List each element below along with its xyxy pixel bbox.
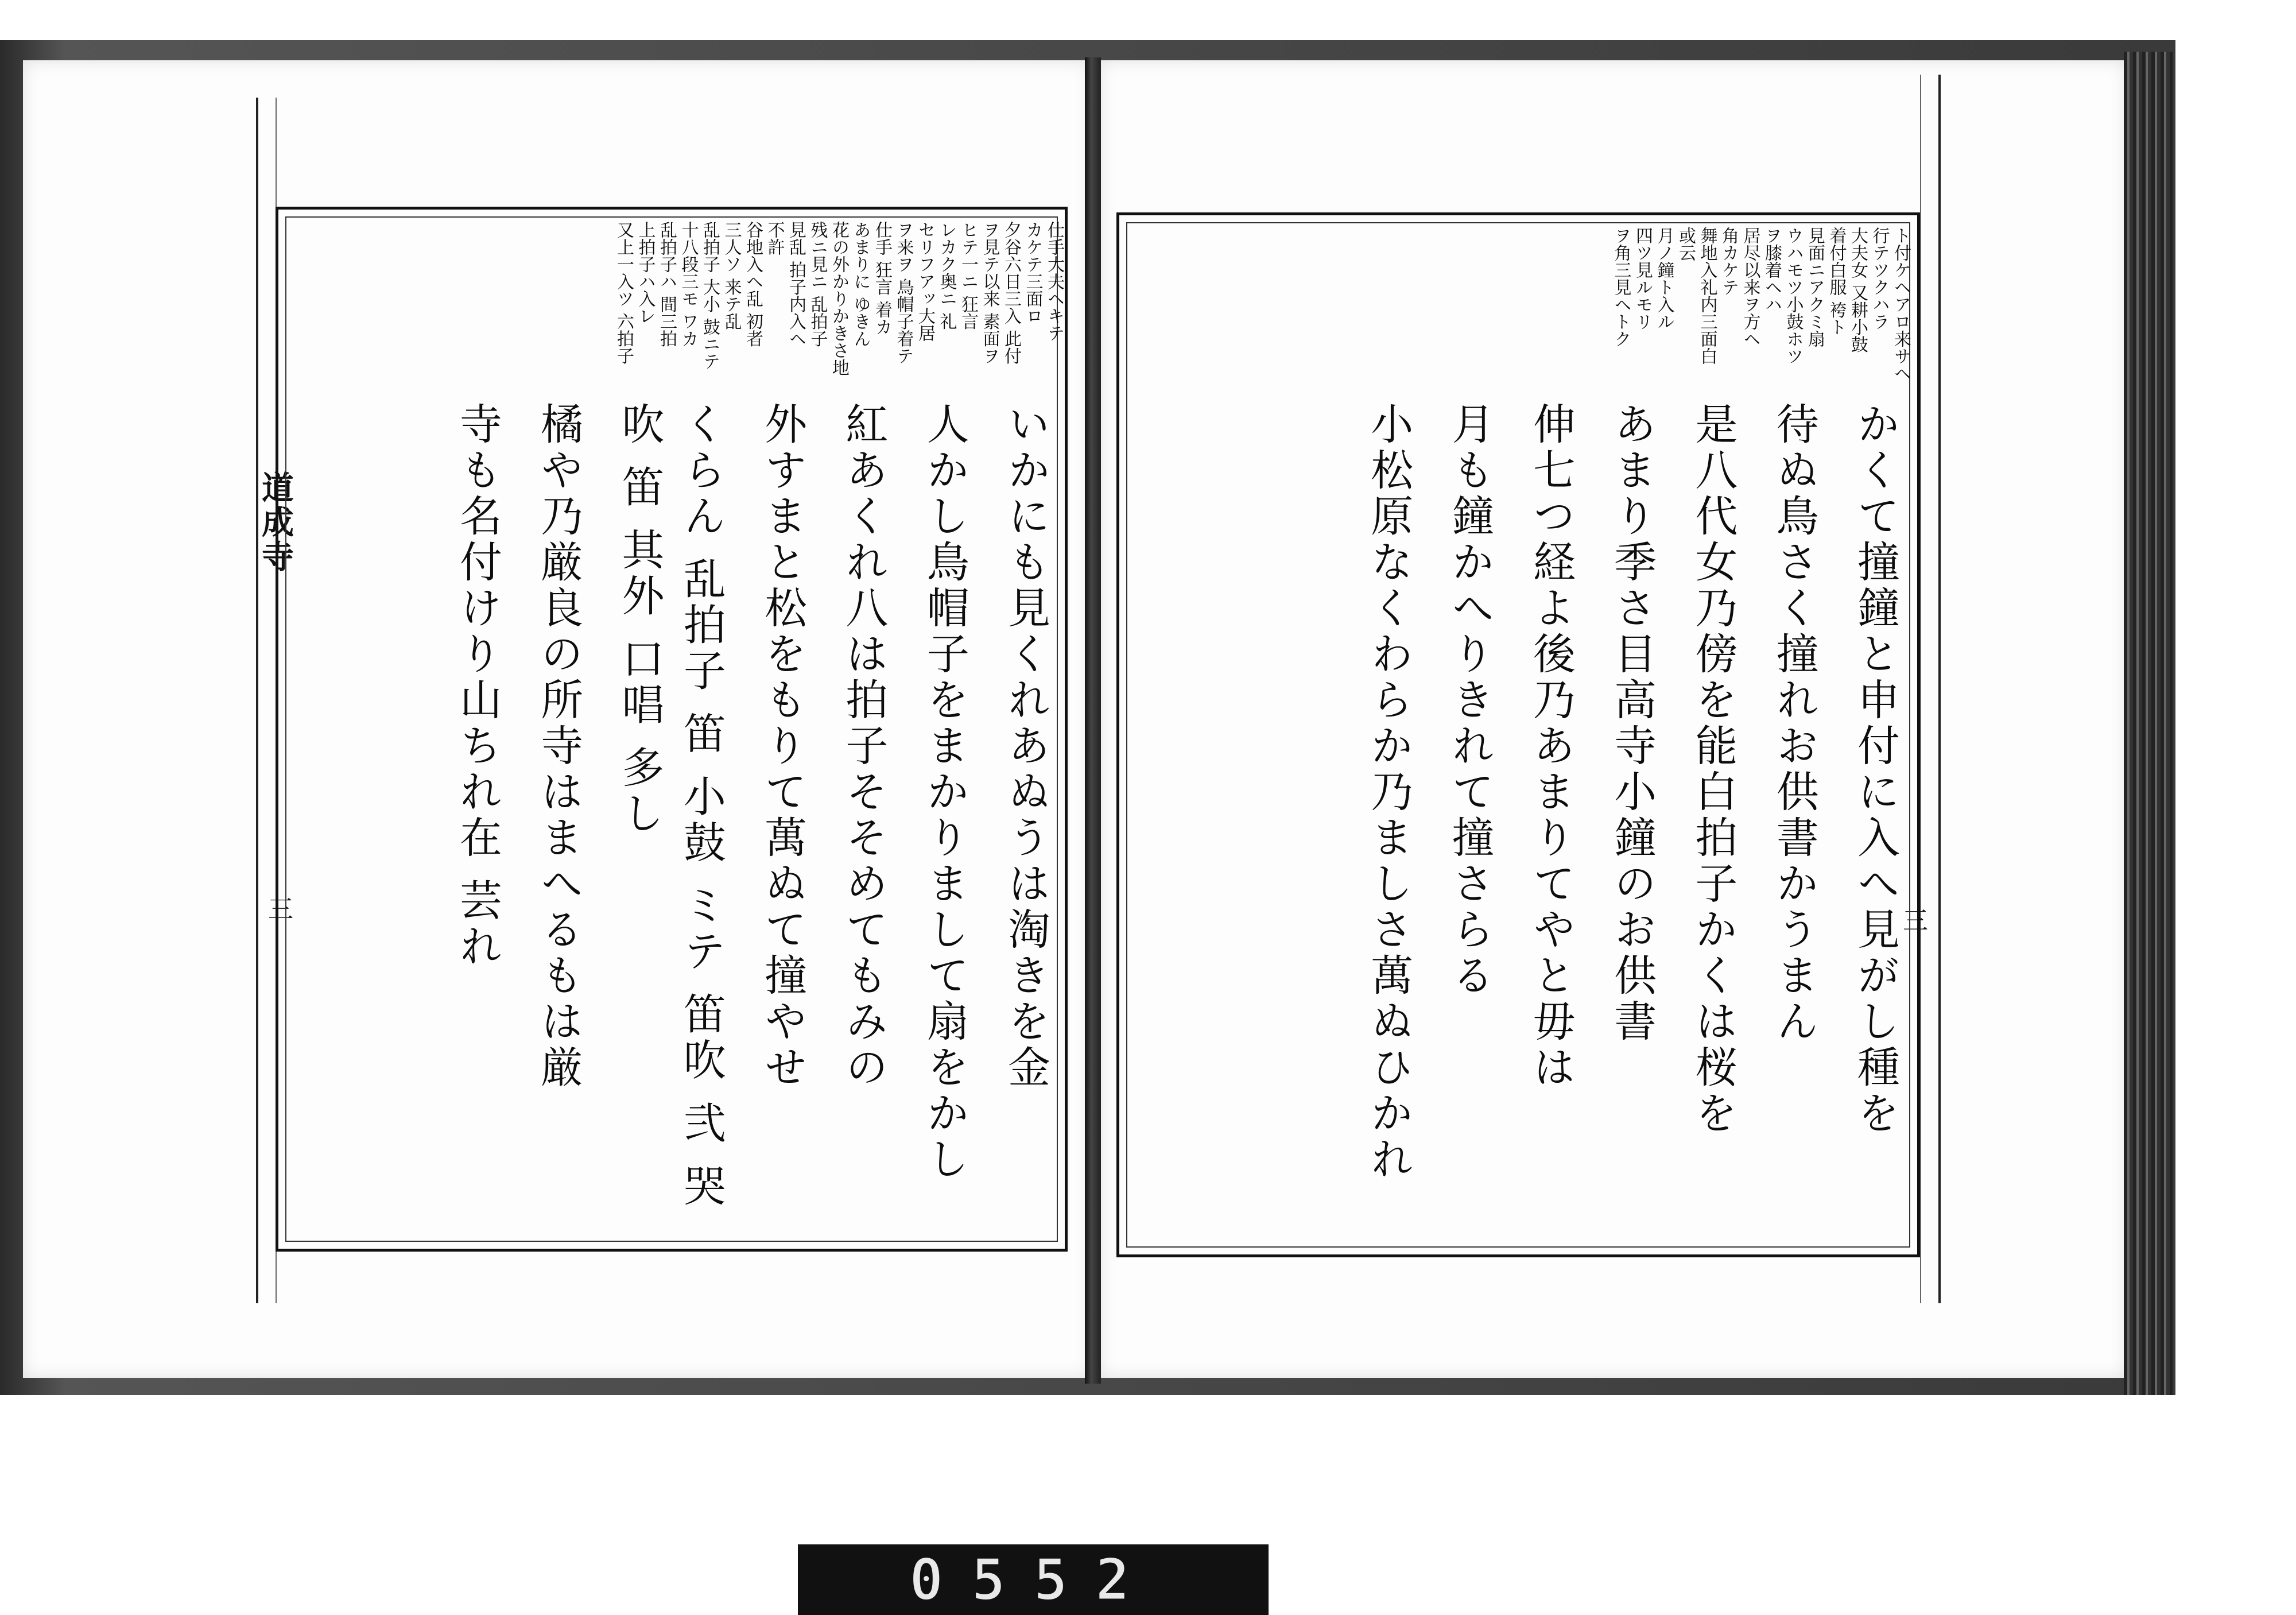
note-line: 十八段三モ ワカ <box>678 221 699 347</box>
left-page-tab <box>256 98 277 1303</box>
note-line: 残ニ見ニ 乱拍子 <box>807 221 828 347</box>
chant-line: 紅あくれ八は拍子そそめてもみの <box>839 402 889 1091</box>
note-line: 着付白服 袴ト <box>1826 227 1847 336</box>
chant-line: 是八代女乃傍を能白拍子かくは桜を <box>1688 402 1738 1137</box>
note-line: 居尽以来ヲ方ヘ <box>1740 227 1760 347</box>
note-line: 大夫女 又耕小鼓 <box>1848 227 1868 353</box>
note-line: 見乱 拍子内入ヘ <box>786 221 806 347</box>
note-line: 行テツクハラ <box>1869 227 1890 330</box>
note-line: 三人ソ 来テ乱 <box>721 221 742 330</box>
chant-line: 待ぬ鳥さく撞れお供書かうまん <box>1769 402 1819 1045</box>
chant-line: 小松原なくわらか乃ましさ萬ぬひかれ <box>1364 402 1414 1183</box>
note-line: ウハモツ小鼓ホツ <box>1783 227 1804 365</box>
book-gutter <box>1085 57 1101 1384</box>
page-edges <box>2124 52 2173 1395</box>
note-line: カケテ三面ロ <box>1022 221 1043 324</box>
note-line: 舞地入礼内三面白 <box>1697 227 1717 365</box>
chant-line: 寺も名付けり山ちれ在 芸れ <box>452 402 502 970</box>
note-line: レカク奥ニ 礼 <box>936 221 957 330</box>
chant-line: あまり季さ目高寺小鐘のお供書 <box>1607 402 1657 1045</box>
note-line: 谷地入ヘ乱 初者 <box>743 221 763 347</box>
archive-number: 0552 <box>909 1546 1158 1613</box>
folio-left: 三 <box>263 896 293 921</box>
note-line: あまりに ゆきん <box>850 221 871 347</box>
note-line: ヲ角三見ヘトク <box>1611 227 1631 347</box>
note-line: 月ノ鐘ト入ル <box>1654 227 1674 330</box>
note-line: 又上一入ツ 六拍子 <box>614 221 634 365</box>
chant-line: いかにも見くれあぬうは淘きを金 <box>1001 402 1050 1091</box>
folio-right: 三 <box>1898 907 1927 932</box>
note-line: ヲ見テ以来 素面ヲ <box>979 221 1000 365</box>
note-line: 乱拍子ハ 間三拍 <box>657 221 677 347</box>
note-line: 花の外かりかきさ地 <box>829 221 849 376</box>
note-line: 角カケテ <box>1719 227 1739 296</box>
note-line: 見面ニアクミ扇 <box>1805 227 1825 347</box>
note-line: 四ツ見ルモリ <box>1632 227 1653 330</box>
note-line: セリフアッ大居 <box>915 221 935 342</box>
chant-line: 橘や乃厳良の所寺はまへるもは厳 <box>534 402 584 1091</box>
note-line: ヲ来ヲ 鳥帽子着テ <box>893 221 914 365</box>
right-page-tab <box>1920 75 1941 1303</box>
running-title-left: 道成寺 <box>257 471 294 574</box>
chant-line: 外すまと松をもりて萬ぬて撞やせ <box>758 402 808 1091</box>
note-line: ト付ケヘアロ来サヘ <box>1891 227 1911 382</box>
archive-number-stamp <box>798 1544 1269 1615</box>
note-line: 或云 <box>1676 227 1696 261</box>
chant-line: 伸七つ経よ後乃あまりてやと毋は <box>1526 402 1576 1091</box>
note-line: ヒテ一ニ 狂言 <box>958 221 978 330</box>
chant-line: 月も鐘かへりきれて撞さらる <box>1445 402 1495 999</box>
note-line: 乱拍子 大小 鼓ニテ <box>700 221 720 370</box>
right-page-chant <box>1142 402 1906 1246</box>
chant-line: くらん 乱拍子 笛 小鼓 ミテ 笛吹 弐 哭吹 笛 其外 口唱 多し <box>615 402 726 1210</box>
note-line: 仕手大夫ヘキテ <box>1044 221 1064 342</box>
note-line: 上拍子ハ入レ <box>635 221 656 324</box>
note-line: 仕手 狂言 着カ <box>872 221 892 336</box>
note-line: ヲ膝着ヘハ <box>1762 227 1782 313</box>
note-line: 不許 <box>764 221 785 255</box>
chant-line: 人かし鳥帽子をまかりまして扇をかし <box>920 402 969 1183</box>
chant-line: かくて撞鐘と申付に入へ見がし種を <box>1851 402 1900 1137</box>
note-line: 夕谷六日三入 此付 <box>1001 221 1021 365</box>
left-page-chant <box>321 402 1056 1240</box>
